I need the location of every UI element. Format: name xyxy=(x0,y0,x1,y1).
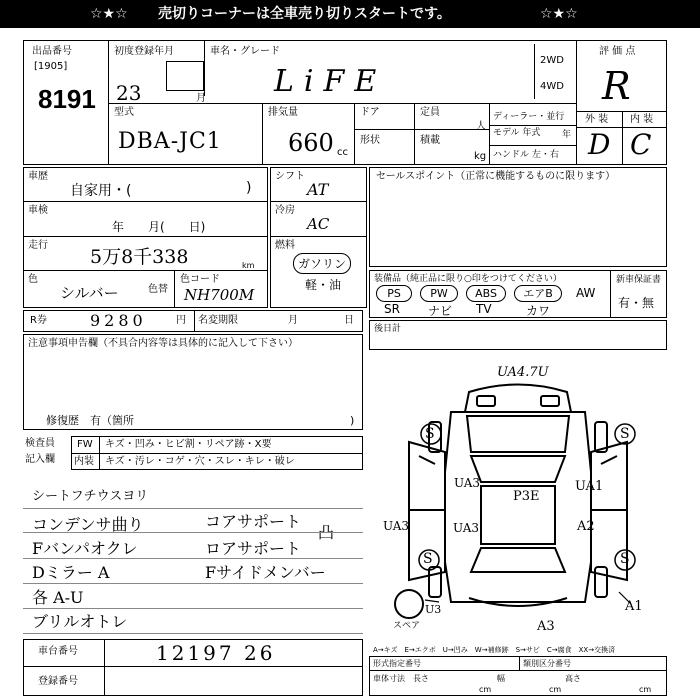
color-value: シルバー xyxy=(60,284,119,302)
model-code: DBA-JC1 xyxy=(118,129,222,154)
shape-label: 形状 xyxy=(360,135,380,146)
capacity-label: 定員 xyxy=(420,107,440,118)
color-label: 色 xyxy=(28,274,38,285)
selling-points-panel xyxy=(369,167,667,267)
drive-4wd: 4WD xyxy=(540,81,564,92)
inspector-panel xyxy=(23,436,363,472)
drive-2wd: 2WD xyxy=(540,55,564,66)
damage-mark: UA1 xyxy=(575,479,604,494)
vehicle-header-panel xyxy=(23,40,667,165)
equip-abs: ABS xyxy=(466,285,506,302)
legend-panel xyxy=(369,644,667,696)
diagram-top-note: UA4.7U xyxy=(497,365,549,380)
year-unit: 年 xyxy=(562,130,572,140)
warranty-label: 新車保証書 xyxy=(616,275,662,285)
top-banner xyxy=(0,0,700,28)
width-label: 幅 xyxy=(497,674,505,683)
fuel-value: ガソリン xyxy=(293,253,351,274)
car-name-grade-label: 車名・グレード xyxy=(210,46,280,57)
note-line: ブリルオトレ xyxy=(32,612,128,631)
class-number-label: 類別区分番号 xyxy=(523,659,571,668)
note-line: Dミラー A xyxy=(32,563,110,582)
post-sale-panel xyxy=(369,320,667,350)
banner-text: 売切りコーナーは全車売り切りスタートです。 xyxy=(158,6,451,22)
damage-mark: UA3 xyxy=(454,476,481,490)
note-line: コンデンサ曲り xyxy=(32,515,144,534)
warranty-value: 有・無 xyxy=(618,296,655,310)
load-label: 積載 xyxy=(420,135,440,146)
spare-tire-label: スペア xyxy=(393,621,421,631)
doors-label: ドア xyxy=(360,107,380,118)
mileage: 5万8千338 xyxy=(90,246,189,268)
exterior-grade: D xyxy=(588,128,611,161)
shift-value: AT xyxy=(307,180,329,199)
interior-label: 内 装 xyxy=(630,114,654,125)
length-label: 長さ xyxy=(413,674,429,683)
cm-unit: cm xyxy=(639,685,652,694)
interior-check-label: 内装 xyxy=(74,456,94,467)
overall-score: R xyxy=(602,64,631,108)
model-year-label: モデル 年式 xyxy=(493,128,541,138)
equip-leather: カワ xyxy=(526,304,551,318)
displacement-label: 排気量 xyxy=(268,107,298,118)
history-value: 自家用・( xyxy=(70,183,132,199)
selling-points-label: セールスポイント（正常に機能するものに限ります） xyxy=(376,171,616,182)
history-label: 車歴 xyxy=(28,171,48,182)
equip-ps: PS xyxy=(376,285,412,302)
equip-tv: TV xyxy=(476,302,492,316)
legend-codes: A→キズ E→エクボ U→凹み W→補修跡 S→サビ C→腐食 XX→交換済 xyxy=(373,646,616,654)
ac-label: 冷房 xyxy=(275,205,295,216)
damage-mark: S xyxy=(423,551,433,567)
color-change-label: 色替 xyxy=(148,284,168,295)
entry-label: 記入欄 xyxy=(25,454,55,465)
equip-aw: AW xyxy=(576,286,596,300)
fuel-label: 燃料 xyxy=(275,240,295,251)
equipment-panel xyxy=(369,270,667,318)
damage-mark: S xyxy=(620,551,630,567)
shift-label: シフト xyxy=(275,171,305,182)
lot-number: 8191 xyxy=(38,84,96,114)
repair-history-label: 修復歴 有（箇所 xyxy=(46,414,134,427)
model-label: 型式 xyxy=(114,107,134,118)
damage-mark: A3 xyxy=(537,619,555,634)
session-code: [1905] xyxy=(34,61,68,72)
note-line: 各 A-U xyxy=(32,588,84,607)
drivetrain-panel xyxy=(270,167,367,308)
vehicle-history-panel xyxy=(23,167,268,308)
banner-stars-left: ☆★☆ xyxy=(90,6,128,22)
damage-mark: U3 xyxy=(425,603,442,616)
note-line-right: ロアサポート xyxy=(205,539,302,558)
score-label: 評 価 点 xyxy=(599,46,636,57)
recycle-amount: 9280 xyxy=(90,311,147,330)
banner-stars-right: ☆★☆ xyxy=(540,6,578,22)
fw-items: キズ・凹み・ヒビ割・リペア跡・X要 xyxy=(105,439,272,450)
damage-mark: UA3 xyxy=(453,521,480,535)
lot-number-label: 出品番号 xyxy=(32,46,72,57)
equip-sr: SR xyxy=(384,302,400,316)
form-shape-number-label: 形式指定番号 xyxy=(373,659,421,668)
exterior-label: 外 装 xyxy=(585,114,609,125)
equipment-label: 装備品（純正品に限り○印をつけてください） xyxy=(374,274,562,284)
note-line: Fバンパオクレ xyxy=(32,539,138,558)
inspector-label: 検査員 xyxy=(25,438,55,449)
registration-month-unit: 月 xyxy=(288,315,298,326)
month-unit: 月 xyxy=(196,93,206,104)
damage-mark: S xyxy=(425,426,435,442)
damage-diagram xyxy=(369,352,667,642)
inspection-value: 年 月( 日) xyxy=(112,220,206,234)
recycle-panel xyxy=(23,310,363,332)
post-sale-label: 後日計 xyxy=(374,324,402,334)
damage-mark: A1 xyxy=(625,599,643,614)
recycle-label: R券 xyxy=(30,315,47,326)
person-unit: 人 xyxy=(476,121,486,132)
color-code: NH700M xyxy=(184,286,255,304)
note-line: シートフチウスヨリ xyxy=(32,489,149,504)
equip-airbag: エアB xyxy=(514,285,562,302)
interior-check-items: キズ・汚レ・コゲ・穴・スレ・キレ・破レ xyxy=(105,456,295,467)
first-registration-label: 初度登録年月 xyxy=(114,46,174,57)
notes-label: 注意事項申告欄（不具合内容等は具体的に記入して下さい） xyxy=(28,338,298,349)
damage-mark: S xyxy=(620,426,630,442)
damage-mark: P3E xyxy=(513,489,540,504)
damage-mark: UA3 xyxy=(383,519,410,533)
chassis-registration-panel xyxy=(23,639,363,696)
color-code-label: 色コード xyxy=(180,274,220,285)
inspection-label: 車検 xyxy=(28,205,48,216)
equip-pw: PW xyxy=(420,285,458,302)
interior-grade: C xyxy=(630,128,652,161)
km-unit: km xyxy=(242,261,255,270)
chassis-number: 12197 26 xyxy=(156,641,276,665)
body-size-label: 車体寸法 xyxy=(373,674,405,683)
fuel-option-diesel: 軽・油 xyxy=(305,278,342,292)
dent-note: 凸 xyxy=(318,523,335,542)
cc-unit: cc xyxy=(337,147,348,158)
equip-navi: ナビ xyxy=(428,304,453,318)
displacement: 660 xyxy=(288,129,334,157)
registration-expiry-label: 名変期限 xyxy=(198,315,238,326)
damage-mark: A2 xyxy=(577,519,595,534)
repair-history-close: ) xyxy=(350,414,355,427)
notes-panel xyxy=(23,334,363,430)
dealer-label: ディーラー・並行 xyxy=(493,112,565,122)
car-name: LiFE xyxy=(274,64,387,99)
chassis-label: 車台番号 xyxy=(38,646,78,657)
ac-value: AC xyxy=(307,215,330,233)
first-registration-year: 23 xyxy=(116,81,142,105)
handle-label: ハンドル 左・右 xyxy=(493,150,559,160)
cm-unit: cm xyxy=(479,685,492,694)
kg-unit: kg xyxy=(474,151,487,162)
note-line-right: コアサポート xyxy=(205,512,302,531)
registration-label: 登録番号 xyxy=(38,676,78,687)
registration-day-unit: 日 xyxy=(344,315,354,326)
yen-unit: 円 xyxy=(176,315,186,326)
note-line-right: Fサイドメンバー xyxy=(205,563,326,582)
fw-label: FW xyxy=(77,439,93,450)
mileage-label: 走行 xyxy=(28,240,48,251)
height-label: 高さ xyxy=(565,674,581,683)
cm-unit: cm xyxy=(549,685,562,694)
history-close-paren: ) xyxy=(246,180,252,196)
